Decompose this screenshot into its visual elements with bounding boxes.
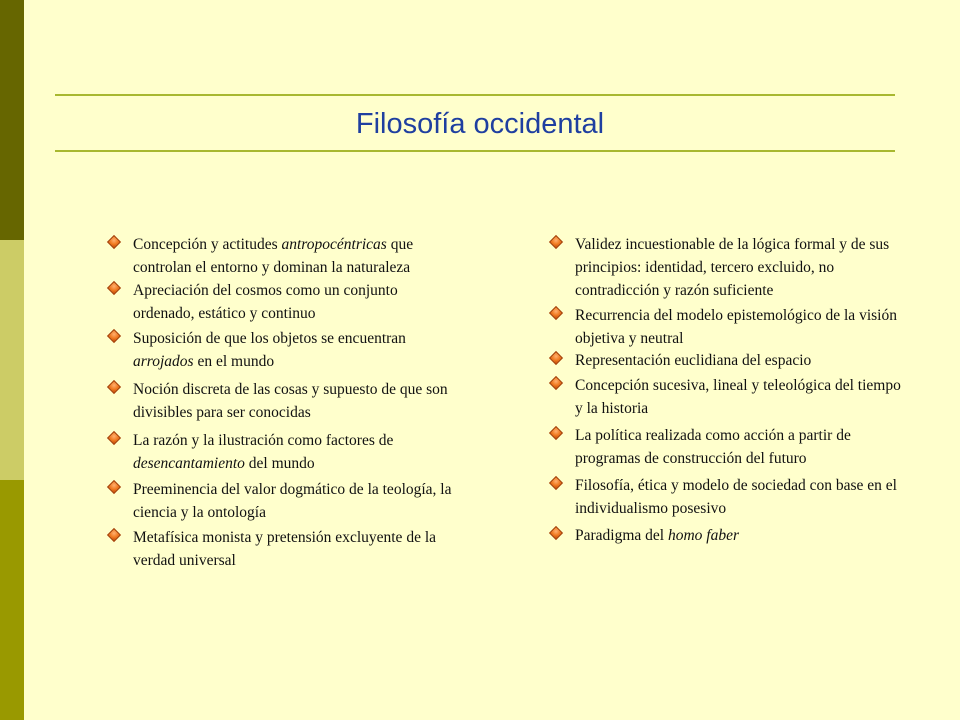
sidebar-segment-mid (0, 480, 24, 720)
item-text: La razón y la ilustración como factores de (133, 432, 394, 449)
diamond-bullet-icon (107, 528, 121, 542)
item-text: en el mundo (193, 353, 275, 370)
diamond-bullet-icon (549, 476, 563, 490)
item-text: del mundo (244, 455, 315, 472)
item-text: Paradigma del (575, 527, 668, 544)
item-text: Recurrencia del modelo epistemológico de la visión objetiva y neutral (575, 307, 897, 347)
diamond-bullet-icon (107, 235, 121, 249)
list-item (133, 478, 458, 524)
list-item (133, 378, 458, 424)
item-text-italic: desencantamiento (133, 455, 245, 472)
title-rule-top (55, 94, 895, 96)
item-text: Noción discreta de las cosas y supuesto de que son divisibles para ser conocidas (133, 381, 448, 421)
diamond-bullet-icon (107, 431, 121, 445)
list-item (575, 424, 907, 470)
list-item (575, 304, 907, 350)
list-item (575, 349, 907, 372)
list-item (575, 524, 907, 547)
item-text-italic: arrojados (133, 353, 194, 370)
list-item (133, 526, 458, 572)
list-item (133, 327, 458, 373)
list-item (133, 233, 458, 279)
title-rule-bottom (55, 150, 895, 152)
diamond-bullet-icon (549, 235, 563, 249)
item-text: La política realizada como acción a partir de programas de construcción del futuro (575, 427, 851, 467)
item-text: Representación euclidiana del espacio (575, 352, 812, 369)
item-text-italic: homo faber (667, 527, 740, 544)
diamond-bullet-icon (107, 380, 121, 394)
diamond-bullet-icon (107, 281, 121, 295)
item-text: Validez incuestionable de la lógica formal y de sus principios: identidad, tercero excluido, no contradicción y razón suficiente (575, 236, 890, 299)
diamond-bullet-icon (107, 329, 121, 343)
diamond-bullet-icon (549, 351, 563, 365)
item-text: Metafísica monista y pretensión excluyente de la verdad universal (133, 529, 437, 569)
item-text: Filosofía, ética y modelo de sociedad con base en el individualismo posesivo (575, 477, 897, 517)
item-text: que controlan el entorno y dominan la naturaleza (133, 236, 414, 276)
item-text-italic: antropocéntricas (281, 236, 387, 253)
diamond-bullet-icon (549, 376, 563, 390)
diamond-bullet-icon (107, 480, 121, 494)
list-item (133, 429, 458, 475)
item-text: Suposición de que los objetos se encuentran (133, 330, 406, 347)
list-item (575, 374, 907, 420)
list-item (575, 474, 907, 520)
item-text: Apreciación del cosmos como un conjunto ordenado, estático y continuo (133, 282, 398, 322)
diamond-bullet-icon (549, 526, 563, 540)
list-item (575, 233, 907, 302)
slide-title: Filosofía occidental (355, 108, 605, 140)
diamond-bullet-icon (549, 306, 563, 320)
item-text: Preeminencia del valor dogmático de la teología, la ciencia y la ontología (133, 481, 452, 521)
list-item (133, 279, 458, 325)
sidebar-segment-light (0, 240, 24, 480)
item-text: Concepción sucesiva, lineal y teleológica del tiempo y la historia (575, 377, 901, 417)
left-bullet-list (133, 233, 458, 572)
right-bullet-list (575, 233, 907, 547)
diamond-bullet-icon (549, 426, 563, 440)
item-text: Concepción y actitudes (133, 236, 282, 253)
